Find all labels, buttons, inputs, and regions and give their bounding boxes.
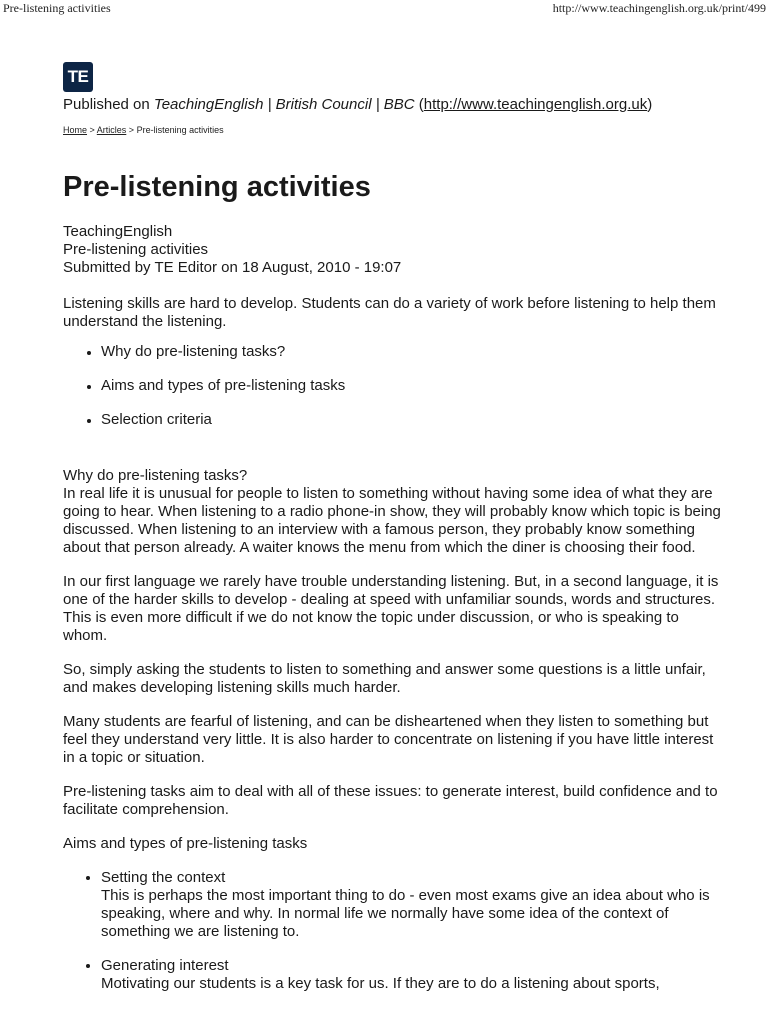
aims-item-text: Motivating our students is a key task for us. If they are to do a listening about sports,	[101, 975, 660, 992]
body-paragraph: Pre-listening tasks aim to deal with all of these issues: to generate interest, build confidence and to facilitate comprehension.	[63, 783, 718, 818]
toc-item: • Why do pre-listening tasks?	[101, 343, 723, 361]
section-heading: Aims and types of pre-listening tasks	[63, 835, 308, 852]
body-paragraph: In real life it is unusual for people to listen to something without having some idea of what they are going to hear. When listening to a radio phone-in show, they will probably know which topic is being discussed. When listening to an interview with a famous person, they probably know something about that person already. A waiter knows the menu from which the diner is choosing their food.	[63, 485, 721, 556]
article-page	[63, 62, 723, 1009]
print-header	[0, 0, 768, 16]
teachingenglish-logo: TE	[63, 62, 93, 92]
table-of-contents	[63, 343, 723, 429]
print-header-title: Pre-listening activities	[3, 1, 111, 15]
article-meta	[63, 223, 723, 277]
aims-item-title: • Setting the context	[101, 869, 226, 886]
body-paragraph: Many students are fearful of listening, and can be disheartened when they listen to something but feel they understand very little. It is also harder to concentrate on listening if you have little interest in a topic or situation.	[63, 713, 714, 766]
published-site: TeachingEnglish | British Council | BBC	[153, 96, 415, 113]
published-prefix: Published on	[63, 96, 154, 113]
breadcrumb-current: Pre-listening activities	[136, 125, 224, 135]
aims-list-item	[101, 869, 723, 941]
meta-source: TeachingEnglish	[63, 223, 173, 240]
breadcrumb-home-link[interactable]: Home	[63, 125, 88, 135]
meta-subtitle: Pre-listening activities	[63, 241, 209, 258]
published-open-paren: (	[414, 96, 424, 113]
breadcrumb	[63, 124, 723, 136]
page-title: Pre-listening activities	[63, 171, 371, 203]
published-line	[63, 95, 723, 115]
intro-paragraph: Listening skills are hard to develop. Students can do a variety of work before listening to help them understand the listening.	[63, 295, 716, 330]
print-header-url: http://www.teachingenglish.org.uk/print/499	[552, 1, 766, 15]
aims-item-title: • Generating interest	[101, 957, 229, 974]
site-link[interactable]: http://www.teachingenglish.org.uk	[423, 96, 648, 113]
aims-list-item	[101, 957, 723, 993]
section-why	[63, 467, 723, 819]
section-heading: Why do pre-listening tasks?	[63, 467, 248, 484]
breadcrumb-separator: >	[126, 125, 137, 135]
aims-item-text: This is perhaps the most important thing to do - even most exams give an idea about who is speaking, where and why. In normal life we normally have some idea of the context of something we are listening to.	[101, 887, 710, 940]
breadcrumb-articles-link[interactable]: Articles	[96, 125, 127, 135]
meta-submitted: Submitted by TE Editor on 18 August, 2010 - 19:07	[63, 259, 402, 276]
aims-list	[63, 869, 723, 993]
published-close-paren: )	[647, 96, 653, 113]
section-aims	[63, 835, 723, 993]
breadcrumb-separator: >	[87, 125, 97, 135]
toc-item: • Aims and types of pre-listening tasks	[101, 377, 723, 395]
toc-item: • Selection criteria	[101, 411, 723, 429]
body-paragraph: In our first language we rarely have trouble understanding listening. But, in a second language, it is one of the harder skills to develop - dealing at speed with unfamiliar sounds, words and structures. This is even more difficult if we do not know the topic under discussion, or who is speaking to whom.	[63, 573, 719, 644]
body-paragraph: So, simply asking the students to listen to something and answer some questions is a little unfair, and makes developing listening skills much harder.	[63, 661, 706, 696]
